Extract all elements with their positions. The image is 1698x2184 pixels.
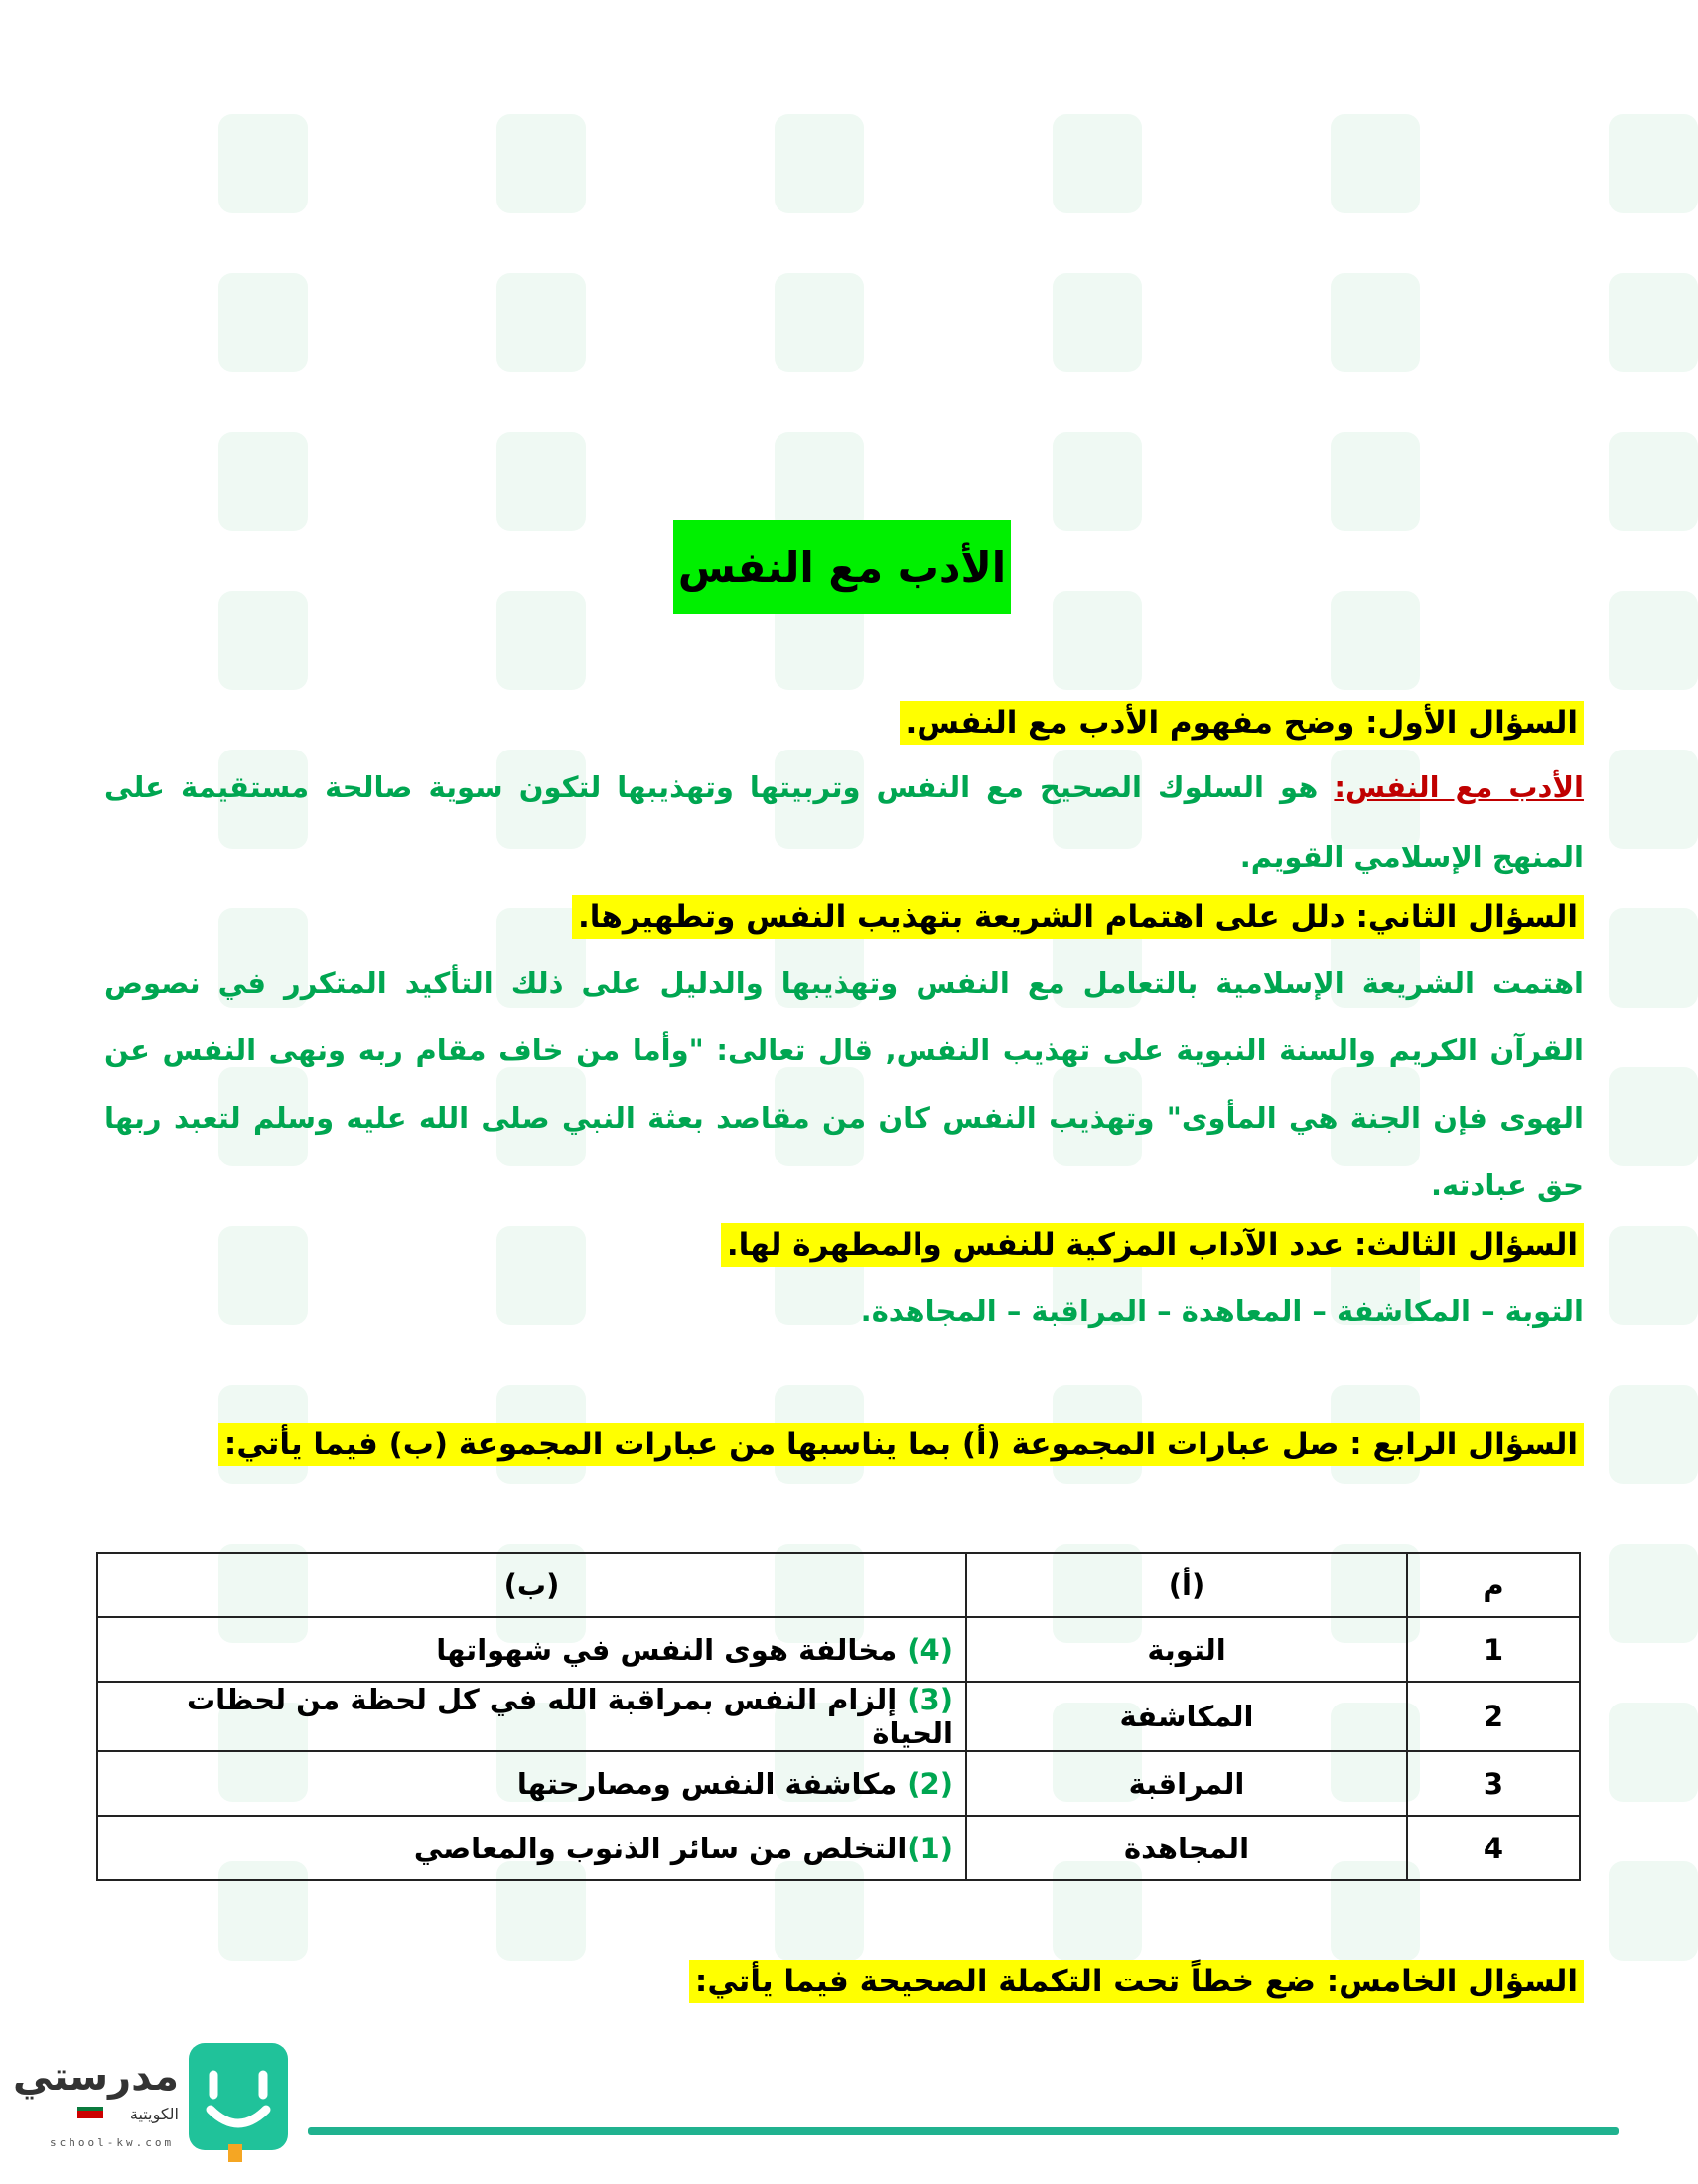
group-b-item: [97, 1751, 966, 1816]
table-row: [97, 1682, 1580, 1751]
header-m: م: [1407, 1553, 1580, 1617]
logo-name: مدرستي: [12, 2054, 179, 2100]
group-b-item: [97, 1682, 966, 1751]
match-number: (3): [907, 1683, 953, 1716]
group-b-item: [97, 1617, 966, 1682]
group-a-item: المراقبة: [966, 1751, 1407, 1816]
answer-2-text: اهتمت الشريعة الإسلامية بالتعامل مع النفس وتهذيبها والدليل على ذلك التأكيد المتكرر في نصوص القرآن الكريم والسنة النبوية على تهذيب النفس, قال تعالى: "وأما من خاف مقام ربه ونهى النفس عن الهوى فإن الجنة هي المأوى" وتهذيب النفس كان من مقاصد بعثة النبي صلى الله عليه وسلم لتعبد ربها حق عبادته.: [104, 966, 1584, 1202]
row-number: 2: [1407, 1682, 1580, 1751]
question-2: [572, 889, 1584, 945]
question-5-text: السؤال الخامس: ضع خطاً تحت التكملة الصحيحة فيما يأتي:: [689, 1960, 1584, 2003]
table-row: [97, 1751, 1580, 1816]
term-label: الأدب مع النفس:: [1334, 770, 1584, 804]
group-b-text: التخلص من سائر الذنوب والمعاصي: [413, 1831, 908, 1865]
question-2-text: السؤال الثاني: دلل على اهتمام الشريعة بتهذيب النفس وتطهيرها.: [572, 895, 1584, 939]
header-b: (ب): [97, 1553, 966, 1617]
group-b-text: إلزام النفس بمراقبة الله في كل لحظة من لحظات الحياة: [187, 1683, 953, 1750]
question-5: [689, 1954, 1584, 2009]
question-3: [721, 1217, 1584, 1273]
match-number: (2): [907, 1766, 953, 1801]
group-a-item: المجاهدة: [966, 1816, 1407, 1880]
group-b-item: [97, 1816, 966, 1880]
question-1: [900, 695, 1584, 751]
logo-sub: الكويتية: [129, 2105, 179, 2123]
answer-3: [104, 1277, 1584, 1346]
table-row: [97, 1617, 1580, 1682]
table-header-row: [97, 1553, 1580, 1617]
logo-url: school-kw.com: [50, 2136, 175, 2149]
match-number: (4): [907, 1632, 953, 1667]
question-1-text: السؤال الأول: وضح مفهوم الأدب مع النفس.: [900, 701, 1584, 745]
match-number: (1): [907, 1831, 953, 1865]
answer-1-text: هو السلوك الصحيح مع النفس وتربيتها وتهذيبها لتكون سوية صالحة مستقيمة على المنهج الإسلامي القويم.: [104, 770, 1584, 874]
question-3-text: السؤال الثالث: عدد الآداب المزكية للنفس والمطهرة لها.: [721, 1223, 1584, 1267]
row-number: 4: [1407, 1816, 1580, 1880]
header-a: (أ): [966, 1553, 1407, 1617]
answer-1: [104, 752, 1584, 891]
table-row: [97, 1816, 1580, 1880]
row-number: 3: [1407, 1751, 1580, 1816]
answer-3-text: التوبة – المكاشفة – المعاهدة – المراقبة – المجاهدة.: [860, 1295, 1584, 1328]
answer-2: [104, 949, 1584, 1219]
group-b-text: مكاشفة النفس ومصارحتها: [516, 1766, 908, 1801]
page-title: الأدب مع النفس: [673, 520, 1011, 614]
question-4-text: السؤال الرابع : صل عبارات المجموعة (أ) بما يناسبها من عبارات المجموعة (ب) فيما يأتي:: [218, 1423, 1584, 1466]
group-a-item: التوبة: [966, 1617, 1407, 1682]
group-b-text: مخالفة هوى النفس في شهواتها: [436, 1632, 908, 1667]
question-4: [218, 1417, 1584, 1472]
row-number: 1: [1407, 1617, 1580, 1682]
matching-table: [96, 1552, 1581, 1881]
group-a-item: المكاشفة: [966, 1682, 1407, 1751]
